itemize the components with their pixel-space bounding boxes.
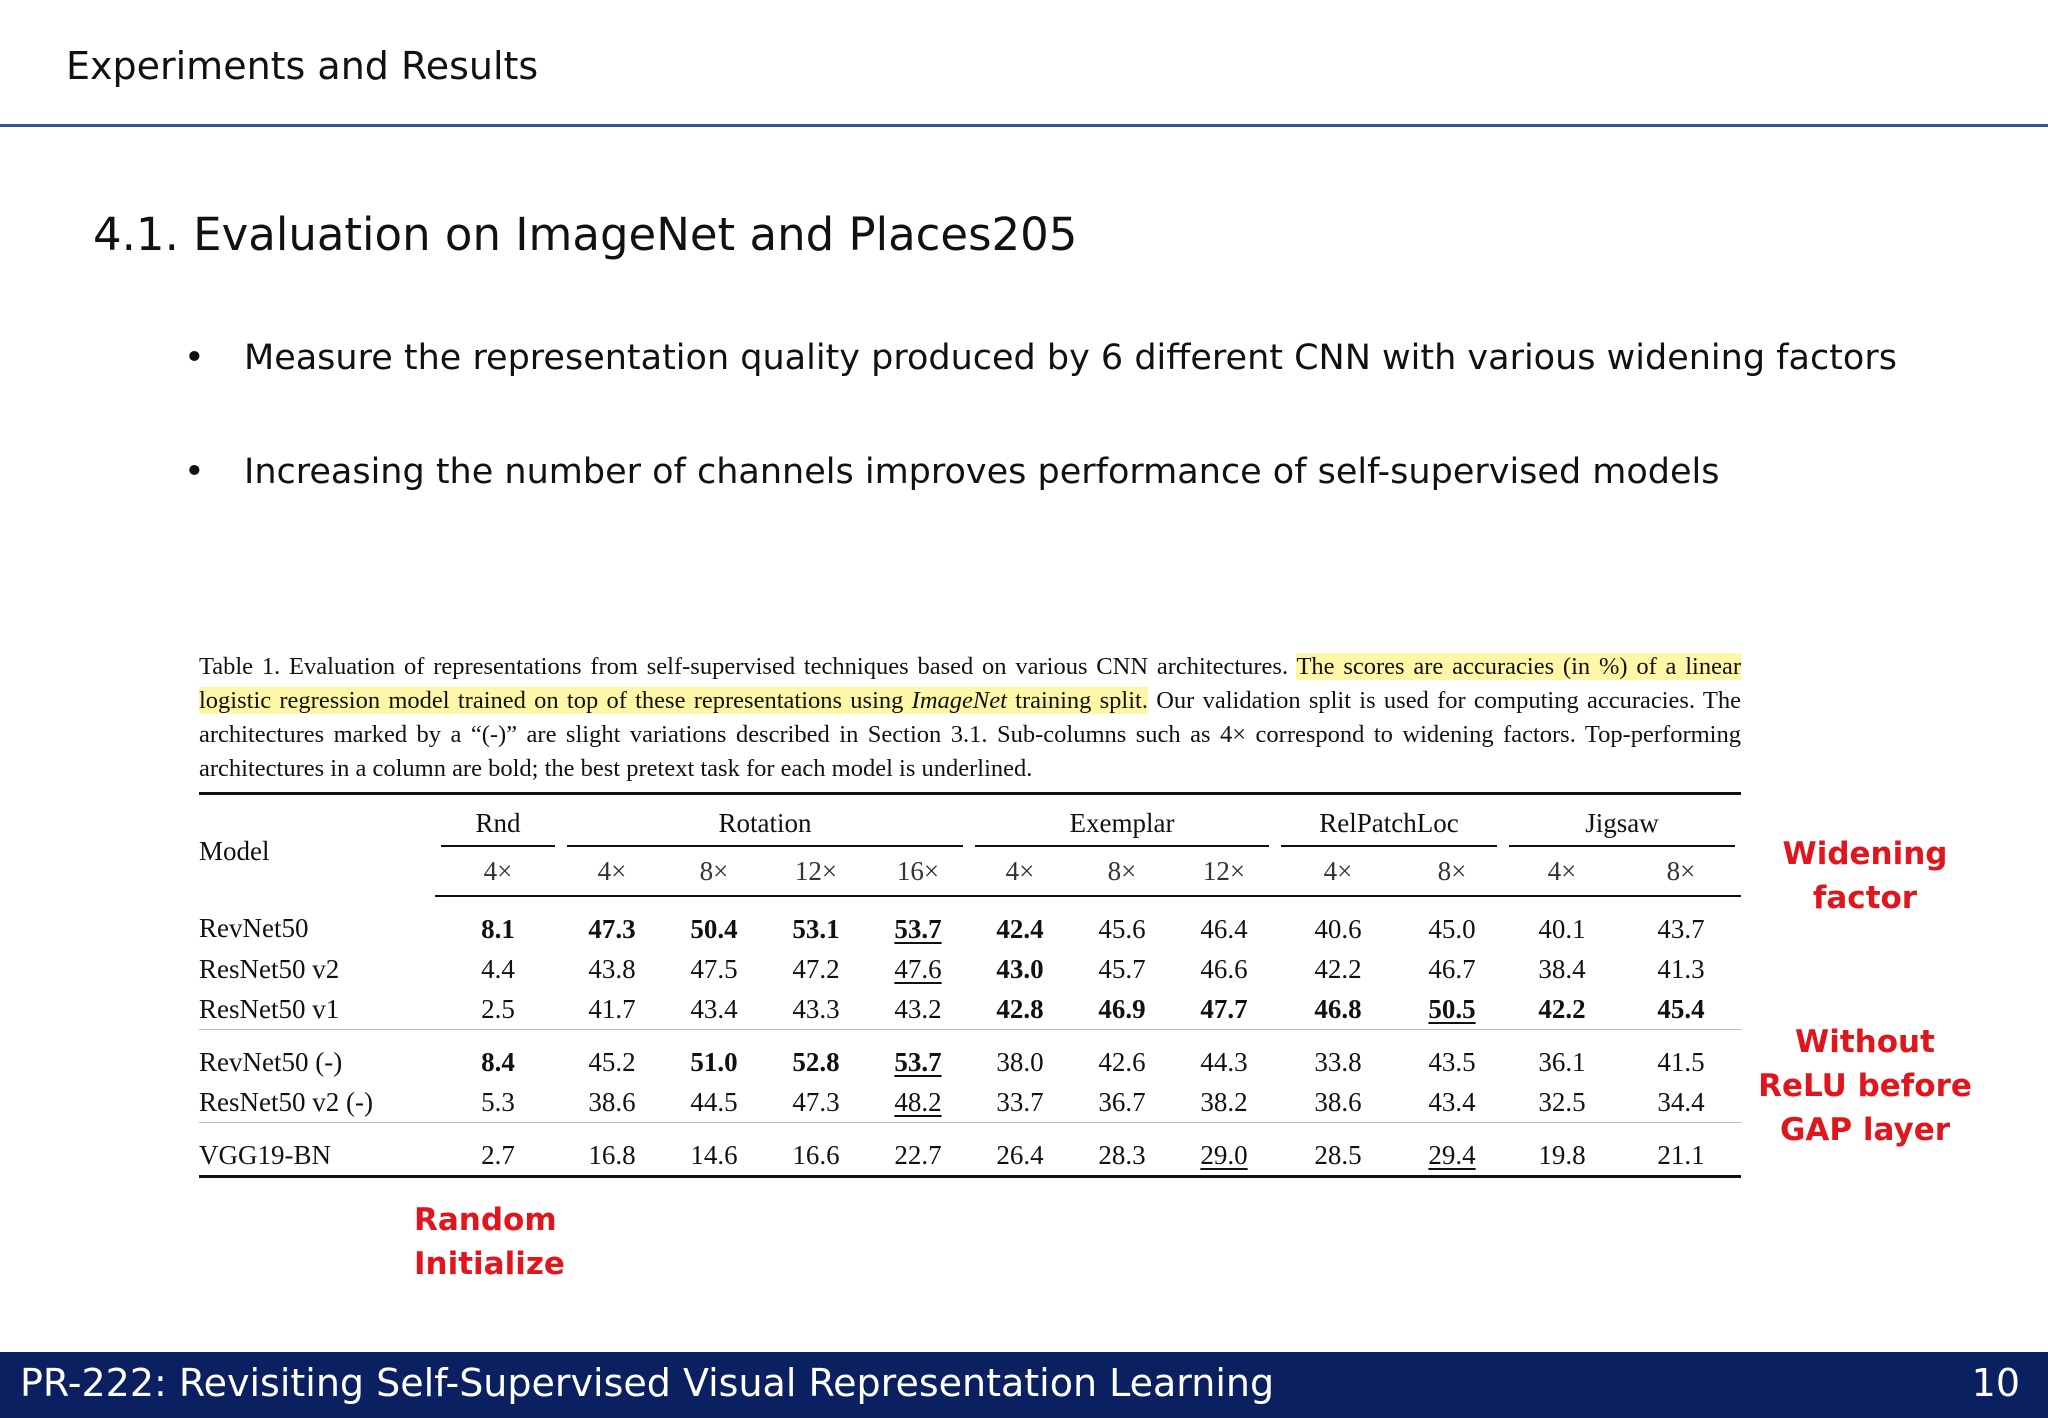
subcol-header: 12× [765, 847, 867, 896]
table-cell: 47.3 [792, 1086, 840, 1117]
table-cell: 45.0 [1428, 913, 1476, 944]
group-header-jigsaw [1503, 794, 1741, 848]
table-cell: 28.5 [1275, 1123, 1401, 1177]
table-cell: 2.5 [481, 993, 515, 1024]
table-cell: 53.7 [867, 1030, 969, 1083]
table-cell: 46.9 [1098, 993, 1146, 1024]
group-label: Exemplar [975, 808, 1269, 847]
subcol-header: 8× [1401, 847, 1503, 896]
table-cell: 45.6 [1098, 913, 1146, 944]
annotation-line: ReLU before [1758, 1068, 1972, 1104]
table-cell: 43.8 [588, 953, 636, 984]
table-group-header-row [199, 794, 1741, 848]
table-cell: 34.4 [1657, 1086, 1705, 1117]
subcol-header: 4× [435, 847, 561, 896]
caption-part-1: Table 1. Evaluation of representations from self-supervised techniques based on various CNN architectures. [199, 653, 1289, 680]
subcol-header: 4× [1275, 847, 1401, 896]
annotation-line: Without [1795, 1024, 1935, 1060]
table-cell: 46.8 [1314, 993, 1362, 1024]
annotation-line: factor [1812, 880, 1918, 916]
table-cell: 16.6 [765, 1123, 867, 1177]
table-cell: 43.7 [1657, 913, 1705, 944]
table-cell: 21.1 [1621, 1123, 1741, 1177]
subcol-header: 8× [1621, 847, 1741, 896]
group-label: Jigsaw [1509, 808, 1735, 847]
table-cell: 33.8 [1275, 1030, 1401, 1083]
table-cell: 40.6 [1314, 913, 1362, 944]
subcol-header: 8× [663, 847, 765, 896]
bullet-text: Measure the representation quality produced by 6 different CNN with various widening factors [244, 338, 1897, 378]
row-model: ResNet50 v1 [199, 993, 340, 1024]
annotation-random-initialize [414, 1198, 565, 1286]
caption-part-2: Our validation split is used for computing accuracies. The architectures marked by a “(-)” are slight variations described in Section 3.1. Sub-columns such as 4× correspond to widening factors. Top-performing architectures in a column are bold; the best pretext task for each model is underlined. [199, 687, 1741, 782]
table-cell: 38.4 [1538, 953, 1586, 984]
subcol-header: 4× [561, 847, 663, 896]
annotation-line: Widening [1782, 836, 1948, 872]
table-cell: 28.3 [1071, 1123, 1173, 1177]
row-model: VGG19-BN [199, 1123, 435, 1177]
results-table-figure [199, 650, 1741, 1178]
table-caption [199, 650, 1741, 786]
row-model: ResNet50 v2 [199, 953, 340, 984]
table-row [199, 949, 1741, 989]
table-cell: 43.5 [1401, 1030, 1503, 1083]
bullet-item [184, 338, 1897, 378]
model-header: Model [199, 836, 270, 866]
header-title: Experiments and Results [66, 44, 539, 88]
row-model: ResNet50 v2 (-) [199, 1086, 373, 1117]
table-cell: 51.0 [663, 1030, 765, 1083]
group-header-rnd [435, 794, 561, 848]
table-cell: 43.2 [894, 993, 942, 1024]
section-title: 4.1. Evaluation on ImageNet and Places205 [93, 208, 1078, 261]
group-header-relpatchloc [1275, 794, 1503, 848]
table-cell: 2.7 [435, 1123, 561, 1177]
table-cell: 47.5 [690, 953, 738, 984]
table-cell: 14.6 [663, 1123, 765, 1177]
table-cell: 26.4 [969, 1123, 1071, 1177]
subcol-header: 12× [1173, 847, 1275, 896]
table-cell: 38.0 [969, 1030, 1071, 1083]
table-cell: 44.5 [690, 1086, 738, 1117]
table-cell: 47.3 [588, 913, 636, 944]
caption-highlight-text-a: The scores are accuracies (in %) of a linear logistic regression model trained on top of these representations using [199, 653, 1741, 714]
row-model: RevNet50 (-) [199, 1030, 435, 1083]
table-cell: 41.7 [588, 993, 636, 1024]
table-cell: 32.5 [1538, 1086, 1586, 1117]
table-row [199, 1030, 1741, 1083]
slide-header [0, 0, 2048, 127]
table-cell: 40.1 [1538, 913, 1586, 944]
table-row [199, 1082, 1741, 1123]
subcol-header: 16× [867, 847, 969, 896]
table-cell: 46.6 [1200, 953, 1248, 984]
group-label: Rnd [441, 808, 555, 847]
table-cell: 43.3 [792, 993, 840, 1024]
bullet-text: Increasing the number of channels improves performance of self-supervised models [244, 452, 1720, 492]
table-cell: 8.1 [481, 913, 515, 944]
annotation-without-relu [1752, 1020, 1978, 1152]
table-cell: 43.4 [690, 993, 738, 1024]
table-cell: 48.2 [894, 1086, 942, 1117]
group-label: Rotation [567, 808, 963, 847]
table-cell: 46.4 [1200, 913, 1248, 944]
table-cell: 47.2 [792, 953, 840, 984]
table-cell: 53.7 [894, 913, 942, 944]
table-cell: 42.2 [1538, 993, 1586, 1024]
table-cell: 45.7 [1098, 953, 1146, 984]
slide-footer [0, 1352, 2048, 1418]
table-row [199, 1123, 1741, 1177]
table-cell: 33.7 [996, 1086, 1044, 1117]
table-cell: 47.7 [1200, 993, 1248, 1024]
subcol-header: 4× [969, 847, 1071, 896]
table-cell: 38.6 [1314, 1086, 1362, 1117]
table-cell: 22.7 [867, 1123, 969, 1177]
subcol-header: 4× [1503, 847, 1621, 896]
group-header-exemplar [969, 794, 1275, 848]
bullet-dot: • [184, 452, 205, 492]
footer-title: PR-222: Revisiting Self-Supervised Visual Representation Learning [20, 1361, 1275, 1405]
annotation-line: Random [414, 1202, 557, 1238]
table-cell: 50.5 [1428, 993, 1476, 1024]
bullet-item [184, 452, 1720, 492]
table-cell: 38.6 [588, 1086, 636, 1117]
row-model: RevNet50 [199, 913, 309, 943]
table-cell: 42.2 [1314, 953, 1362, 984]
table-cell: 16.8 [561, 1123, 663, 1177]
results-table [199, 792, 1741, 1178]
table-cell: 5.3 [481, 1086, 515, 1117]
table-cell: 41.3 [1657, 953, 1705, 984]
group-header-rotation [561, 794, 969, 848]
table-cell: 36.7 [1098, 1086, 1146, 1117]
table-cell: 41.5 [1621, 1030, 1741, 1083]
table-cell: 29.0 [1173, 1123, 1275, 1177]
table-row [199, 896, 1741, 949]
table-cell: 44.3 [1173, 1030, 1275, 1083]
group-label: RelPatchLoc [1281, 808, 1497, 847]
table-cell: 43.4 [1428, 1086, 1476, 1117]
table-cell: 45.4 [1657, 993, 1705, 1024]
table-cell: 47.6 [894, 953, 942, 984]
table-cell: 36.1 [1503, 1030, 1621, 1083]
bullet-dot: • [184, 338, 205, 378]
table-cell: 53.1 [792, 913, 840, 944]
table-cell: 38.2 [1200, 1086, 1248, 1117]
table-cell: 8.4 [435, 1030, 561, 1083]
table-cell: 4.4 [481, 953, 515, 984]
table-cell: 42.8 [996, 993, 1044, 1024]
annotation-line: Initialize [414, 1246, 565, 1282]
table-cell: 42.4 [996, 913, 1044, 944]
annotation-line: GAP layer [1779, 1112, 1951, 1148]
page-number: 10 [1971, 1361, 2020, 1405]
subcol-header: 8× [1071, 847, 1173, 896]
table-cell: 42.6 [1071, 1030, 1173, 1083]
caption-highlight-text-b: training split. [1015, 687, 1148, 714]
table-cell: 45.2 [561, 1030, 663, 1083]
table-cell: 50.4 [690, 913, 738, 944]
caption-highlight-italic: ImageNet [911, 687, 1007, 714]
annotation-widening-factor [1770, 832, 1960, 920]
table-cell: 19.8 [1503, 1123, 1621, 1177]
table-row [199, 989, 1741, 1030]
table-cell: 46.7 [1428, 953, 1476, 984]
table-cell: 43.0 [996, 953, 1044, 984]
table-cell: 29.4 [1401, 1123, 1503, 1177]
table-cell: 52.8 [765, 1030, 867, 1083]
